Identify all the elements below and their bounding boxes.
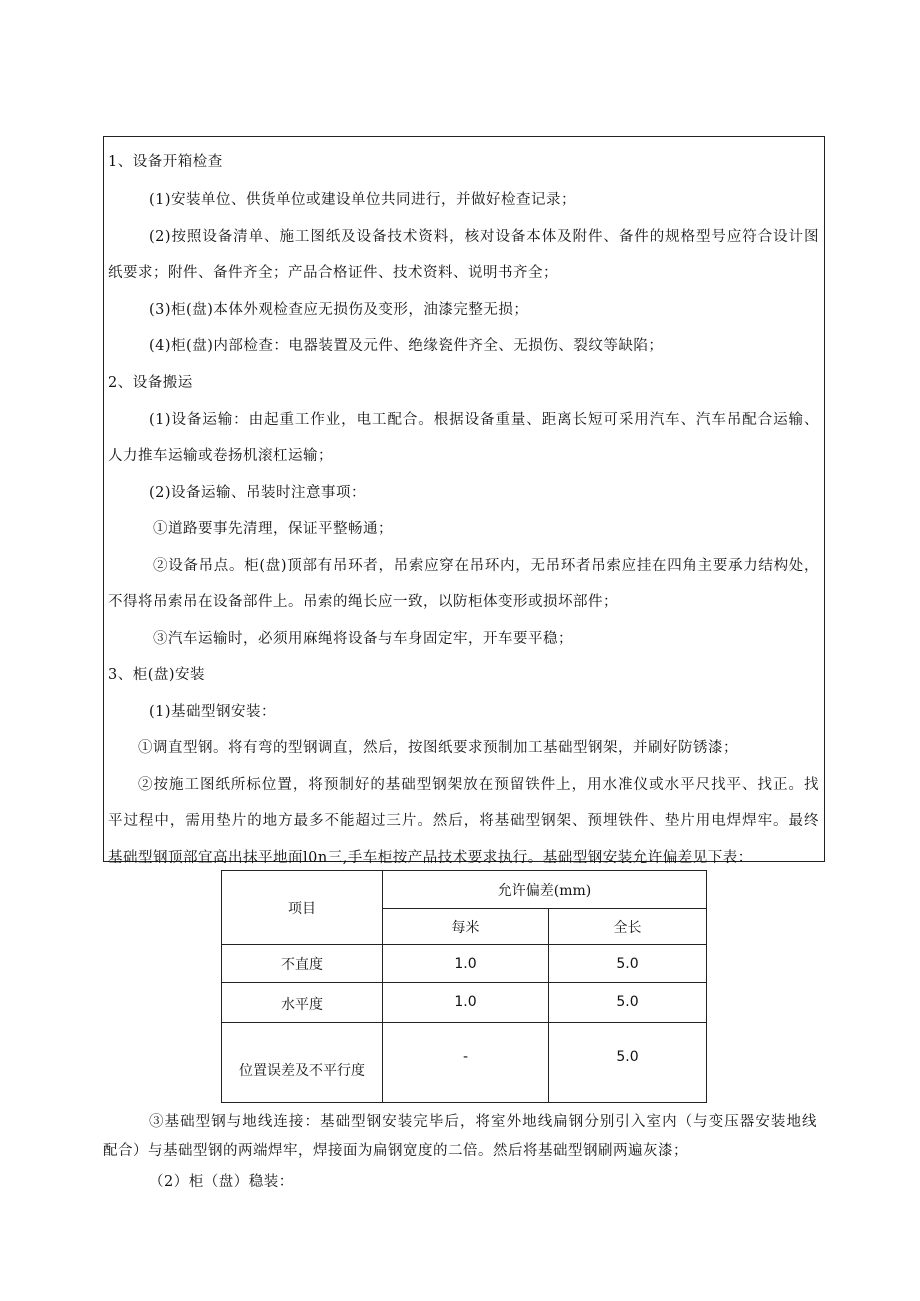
paragraph-line: ②设备吊点。柜(盘)顶部有吊环者，吊索应穿在吊环内，无吊环者吊索应挂在四角主要承力结构处， [153, 558, 819, 574]
header-allowed-deviation: 允许偏差(mm) [383, 871, 707, 909]
paragraph-line: (1)基础型钢安装： [149, 704, 277, 720]
paragraph-line: 平过程中，需用垫片的地方最多不能超过三片。然后，将基础型钢架、预埋铁件、垫片用电焊焊牢。最终 [108, 813, 819, 829]
section-heading-2: 2、设备搬运 [108, 375, 193, 391]
row-item: 不直度 [222, 945, 383, 983]
paragraph-line: 配合）与基础型钢的两端焊牢，焊接面为扁钢宽度的二倍。然后将基础型钢刷两遍灰漆； [103, 1143, 688, 1159]
table-row [222, 945, 707, 983]
paragraph-line: 人力推车运输或卷扬机滚杠运输； [108, 448, 333, 464]
row-full-length: 5.0 [549, 983, 707, 1023]
paragraph-line: ③汽车运输时，必须用麻绳将设备与车身固定牢，开车要平稳； [153, 631, 573, 647]
paragraph-line: ①调直型钢。将有弯的型钢调直，然后，按图纸要求预制加工基础型钢架，并刷好防锈漆； [138, 740, 738, 756]
row-full-length: 5.0 [549, 945, 707, 983]
section-heading-1: 1、设备开箱检查 [108, 154, 223, 170]
header-full-length: 全长 [549, 909, 707, 945]
row-item: 水平度 [222, 983, 383, 1023]
header-item: 项目 [222, 871, 383, 945]
paragraph-line: 基础型钢顶部宜高出抹平地面l0n三,手车柜按产品技术要求执行。基础型钢安装允许偏差见下表： [108, 850, 753, 866]
row-item: 位置误差及不平行度 [222, 1023, 383, 1103]
paragraph-line: (3)柜(盘)本体外观检查应无损伤及变形，油漆完整无损； [149, 302, 529, 318]
section-heading-3: 3、柜(盘)安装 [108, 667, 206, 683]
paragraph-line: (1)安装单位、供货单位或建设单位共同进行，并做好检查记录； [149, 192, 577, 208]
paragraph-line: ①道路要事先清理，保证平整畅通； [153, 521, 393, 537]
header-per-meter: 每米 [383, 909, 549, 945]
table-row [222, 983, 707, 1023]
row-per-meter: 1.0 [383, 945, 549, 983]
paragraph-line: (4)柜(盘)内部检查：电器装置及元件、绝缘瓷件齐全、无损伤、裂纹等缺陷； [149, 338, 664, 354]
deviation-table [221, 870, 707, 1103]
paragraph-line: （2）柜（盘）稳装： [149, 1174, 294, 1190]
paragraph-line: 不得将吊索吊在设备部件上。吊索的绳长应一致，以防柜体变形或损坏部件； [108, 594, 618, 610]
row-per-meter: 1.0 [383, 983, 549, 1023]
paragraph-line: ②按施工图纸所标位置，将预制好的基础型钢架放在预留铁件上，用水准仪或水平尺找平、找正。找 [138, 777, 819, 793]
row-full-length: 5.0 [549, 1023, 707, 1103]
table-row [222, 1023, 707, 1103]
paragraph-line: 纸要求；附件、备件齐全；产品合格证件、技术资料、说明书齐全； [108, 265, 558, 281]
paragraph-line: (2)按照设备清单、施工图纸及设备技术资料，核对设备本体及附件、备件的规格型号应符合设计图 [149, 229, 819, 245]
row-per-meter: - [383, 1023, 549, 1103]
paragraph-line: ③基础型钢与地线连接：基础型钢安装完毕后，将室外地线扁钢分别引入室内（与变压器安装地线 [149, 1114, 817, 1130]
paragraph-line: (1)设备运输：由起重工作业，电工配合。根据设备重量、距离长短可采用汽车、汽车吊配合运输、 [149, 412, 819, 428]
paragraph-line: (2)设备运输、吊装时注意事项： [149, 485, 367, 501]
